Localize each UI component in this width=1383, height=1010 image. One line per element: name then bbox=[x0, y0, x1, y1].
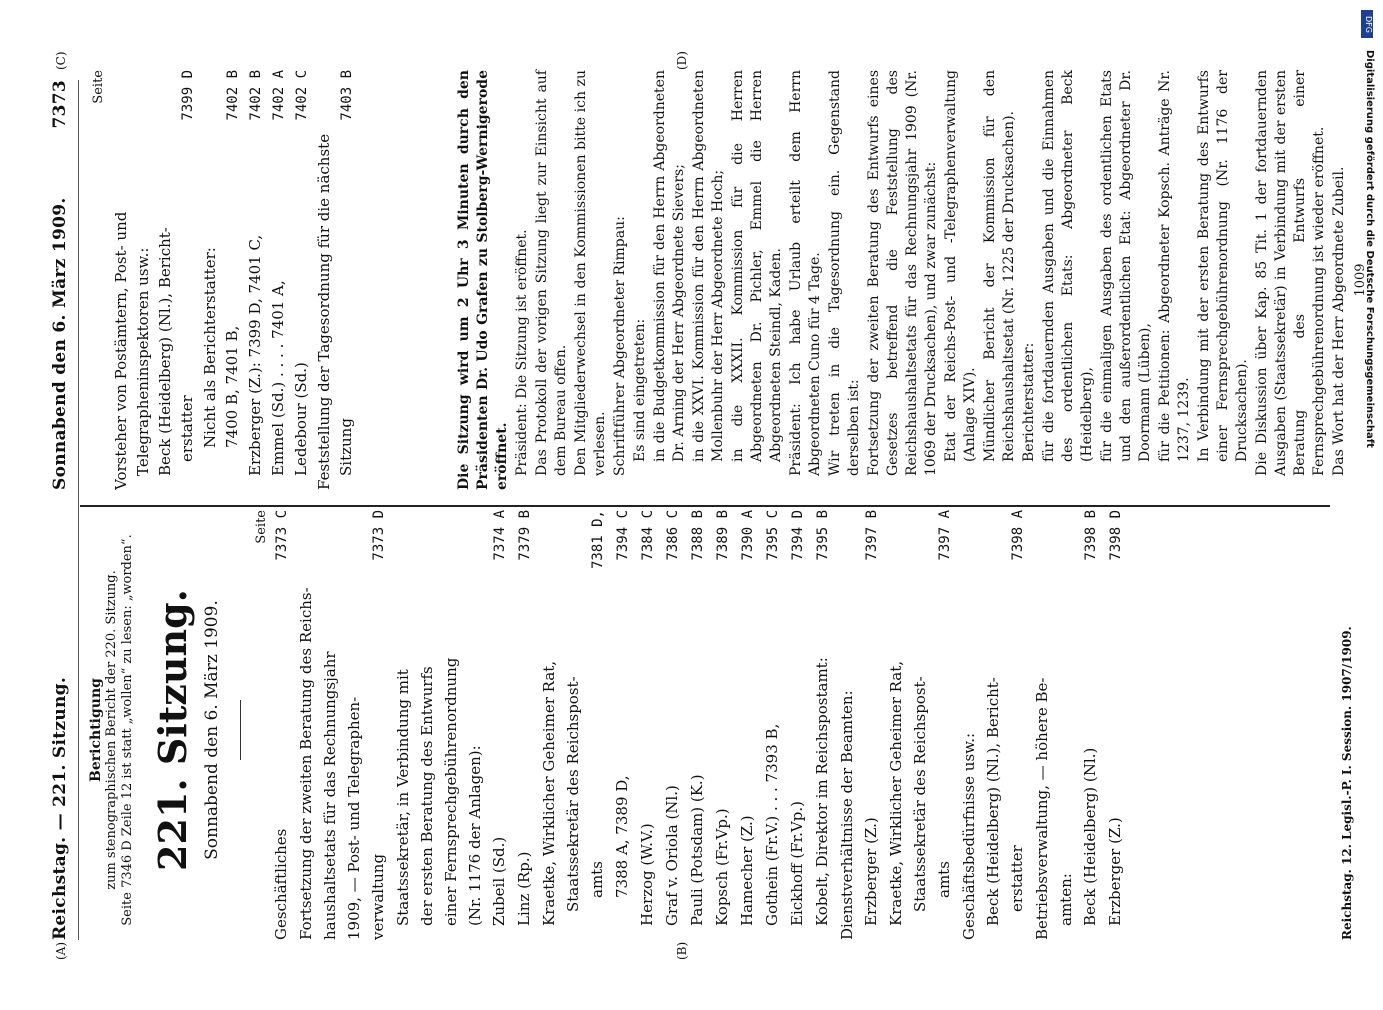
toc-entry-page: 7384 C bbox=[640, 510, 656, 561]
toc-entry-page: 7398 B bbox=[1083, 510, 1099, 561]
session-date: Sonnabend den 6. März 1909. bbox=[202, 600, 222, 860]
toc-entry-label: Kraetke, Wirklicher Geheimer Rat, bbox=[540, 660, 558, 926]
toc-right-seite-label: Seite bbox=[91, 70, 106, 104]
session-title: 221. Sitzung. bbox=[150, 589, 195, 871]
correction-line-2: Seite 7346 D Zeile 12 ist statt „wollen“ zu lesen: „worden“. bbox=[120, 534, 135, 926]
toc-entry-label: erstatter bbox=[1008, 845, 1026, 912]
protocol-paragraph: Das Wort hat der Herr Abgeordnete Zubeil. bbox=[1331, 166, 1347, 476]
toc-entry bbox=[1054, 510, 1078, 940]
toc-entry-label: Vorsteher von Postämtern, Post- und bbox=[112, 211, 130, 490]
toc-entry bbox=[810, 510, 835, 940]
toc-entry-label: Emmel (Sd.) . . . . 7401 A, bbox=[269, 280, 287, 476]
toc-entry bbox=[176, 70, 199, 490]
toc-entry bbox=[1103, 510, 1128, 940]
toc-entry bbox=[512, 510, 537, 940]
protocol-body bbox=[455, 70, 1370, 490]
toc-entry-label: der ersten Beratung des Entwurfs bbox=[418, 666, 436, 926]
toc-entry bbox=[199, 70, 221, 490]
toc-entry bbox=[835, 510, 859, 940]
toc-entry-page: 7379 B bbox=[517, 510, 533, 561]
toc-entry bbox=[981, 510, 1005, 940]
toc-left-seite-label: Seite bbox=[254, 510, 269, 544]
dfg-sidebar bbox=[1359, 10, 1377, 990]
toc-entry-label: 1909, — Post- und Telegraphen- bbox=[345, 696, 363, 940]
toc-entry bbox=[221, 70, 244, 490]
protocol-paragraph: Wir treten in die Tagesordnung ein. Gegenstand derselben ist: bbox=[827, 70, 862, 476]
toc-entry-page: 7397 B bbox=[864, 510, 880, 561]
toc-entry-label: Linz (Rp.) bbox=[515, 851, 533, 926]
toc-entry-label: Erzberger (Z.): 7399 D, 7401 C, bbox=[246, 234, 264, 476]
toc-entry-page: 7389 B bbox=[715, 510, 731, 561]
toc-entry-label: amten: bbox=[1057, 873, 1075, 926]
protocol-paragraph: Etat der Reichs-Post- und -Telegraphenverwaltung (Anlage XIV). bbox=[943, 70, 978, 462]
toc-entry-page: 7388 B bbox=[690, 510, 706, 561]
toc-entry-label: Kopsch (Fr.Vp.) bbox=[713, 808, 731, 926]
toc-entry-page: 7395 B bbox=[815, 510, 831, 561]
toc-entry-page: 7402 A bbox=[271, 70, 287, 121]
digitization-note: Digitalisierung gefördert durch die Deutsche Forschungsgemeinschaft bbox=[1364, 50, 1375, 448]
protocol-paragraph: In Verbindung mit der ersten Beratung des Entwurfs einer Fernsprechgebührenordnung (Nr. 1176 der Drucksachen). bbox=[1196, 70, 1250, 462]
toc-entry bbox=[660, 510, 685, 940]
toc-entry bbox=[957, 510, 981, 940]
toc-entry bbox=[154, 70, 176, 490]
toc-entry bbox=[685, 510, 710, 940]
toc-entry bbox=[735, 510, 760, 940]
protocol-paragraph: Präsident: Ich habe Urlaub erteilt dem Herrn Abgeordneten Cuno für 4 Tage. bbox=[788, 70, 823, 476]
protocol-paragraph: Die Sitzung wird um 2 Uhr 3 Minuten durch den Präsidenten Dr. Udo Grafen zu Stolberg-Wernigerode eröffnet. bbox=[456, 70, 510, 490]
toc-entry-label: Hamecher (Z.) bbox=[738, 815, 756, 926]
toc-entry bbox=[290, 70, 313, 490]
toc-entry-label: haushaltsetats für das Rechnungsjahr bbox=[321, 651, 339, 940]
toc-entry bbox=[335, 70, 358, 490]
toc-entry bbox=[487, 510, 512, 940]
toc-entry-page: 7394 C bbox=[615, 510, 631, 561]
toc-entry-label: amts bbox=[588, 861, 606, 898]
toc-entry-label: 7388 A, 7389 D, bbox=[613, 775, 631, 898]
toc-entry-label: Staatssekretär des Reichspost- bbox=[911, 676, 929, 912]
toc-entry-page: 7399 D bbox=[180, 70, 196, 121]
toc-entry-label: Geschäftsbedürfnisse usw.: bbox=[960, 732, 978, 940]
toc-entry-label: erstatter bbox=[178, 395, 196, 462]
toc-entry-label: Gothein (Fr.V.) . . . 7393 B, bbox=[763, 723, 781, 926]
toc-entry-label: Herzog (W.V.) bbox=[638, 823, 656, 926]
protocol-paragraph: Fortsetzung der zweiten Beratung des Entwurfs eines Gesetzes betreffend die Feststellung des Reichshaushaltsetats für das Rechnungsjahr 1909 (Nr. 1069 der Drucksachen), und zwar zunächst: bbox=[866, 70, 939, 476]
toc-entry bbox=[1078, 510, 1103, 940]
toc-entry-label: Fortsetzung der zweiten Beratung des Reichs- bbox=[297, 587, 315, 940]
footer-left: Reichstag. 12. Legisl.-P. I. Session. 1907/1909. bbox=[1340, 626, 1354, 940]
toc-entry bbox=[908, 510, 932, 940]
correction-title: Berichtigung bbox=[88, 678, 104, 782]
protocol-paragraph: Die Diskussion über Kap. 85 Tit. 1 der fortdauernden Ausgaben (Staatssekretär) in Verbindung mit der ersten Beratung des Entwurfs einer Fernsprechgebührenordnung ist wieder eröffnet. bbox=[1254, 70, 1327, 476]
toc-entry-label: Beck (Heidelberg) (Nl.), Bericht- bbox=[984, 677, 1002, 926]
toc-left bbox=[255, 510, 1128, 940]
toc-entry bbox=[561, 510, 585, 940]
page-bottom-number: 1009 bbox=[1353, 263, 1368, 297]
toc-entry-label: Staatssekretär, in Verbindung mit bbox=[394, 669, 412, 926]
protocol-paragraphs bbox=[455, 70, 1349, 490]
toc-entry-page: 7398 D bbox=[1108, 510, 1124, 561]
toc-entry-label: Staatssekretär des Reichspost- bbox=[564, 676, 582, 912]
toc-entry bbox=[884, 510, 908, 940]
page-number: 7373 bbox=[50, 80, 70, 129]
protocol-paragraph: Mündlicher Bericht der Kommission für den Reichshaushaltsetat (Nr. 1225 der Drucksachen). bbox=[982, 70, 1017, 462]
toc-entry-label: Graf v. Oriola (Nl.) bbox=[663, 785, 681, 926]
header-right bbox=[50, 80, 70, 490]
toc-entry bbox=[635, 510, 660, 940]
toc-entry bbox=[1005, 510, 1030, 940]
toc-entry-label: Betriebsverwaltung, — höhere Be- bbox=[1033, 677, 1051, 940]
protocol-paragraph: Schriftführer Abgeordneter Rimpau: bbox=[612, 216, 628, 476]
toc-entry bbox=[366, 510, 391, 940]
toc-entry-label: Erzberger (Z.) bbox=[1106, 817, 1124, 926]
toc-entry bbox=[585, 510, 610, 940]
toc-entry bbox=[1030, 510, 1054, 940]
toc-entry bbox=[267, 70, 290, 490]
toc-entry-label: Dienstverhältnisse der Beamten: bbox=[838, 690, 856, 940]
toc-entry bbox=[932, 510, 957, 940]
toc-entry-label: verwaltung bbox=[369, 853, 387, 940]
toc-entry-page: 7403 B bbox=[339, 70, 355, 121]
toc-entry-page: 7402 C bbox=[294, 70, 310, 121]
protocol-paragraph: Den Mitgliederwechsel in den Kommissionen bitte ich zu verlesen. bbox=[573, 70, 608, 476]
toc-entry-page: 7398 A bbox=[1010, 510, 1026, 561]
toc-entry-label: Pauli (Potsdam) (K.) bbox=[688, 774, 706, 926]
toc-entry-label: Zubeil (Sd.) bbox=[490, 836, 508, 926]
toc-entry bbox=[318, 510, 342, 940]
toc-entry-label: Feststellung der Tagesordnung für die nächste bbox=[315, 133, 333, 490]
toc-entry bbox=[313, 70, 335, 490]
dfg-logo: DFG bbox=[1361, 10, 1373, 38]
toc-entry-label: Sitzung bbox=[337, 418, 355, 476]
protocol-paragraph: für die Petitionen: Abgeordneter Kopsch. Anträge Nr. 1237, 1239. bbox=[1157, 70, 1192, 462]
header-right-title: Sonnabend den 6. März 1909. bbox=[50, 197, 70, 490]
toc-entry-label: Geschäftliches bbox=[272, 828, 290, 940]
correction-line-1: zum stenographischen Bericht der 220. Sitzung. bbox=[104, 570, 119, 890]
header-rule bbox=[78, 80, 79, 940]
toc-entry bbox=[710, 510, 735, 940]
toc-entry bbox=[342, 510, 366, 940]
toc-entry-label: Beck (Heidelberg) (Nl.), Bericht- bbox=[156, 227, 174, 476]
title-rule bbox=[240, 700, 241, 760]
marker-b: (B) bbox=[675, 941, 689, 960]
toc-entry-label: 7400 B, 7401 B, bbox=[223, 325, 241, 448]
toc-entry bbox=[391, 510, 415, 940]
toc-entry bbox=[537, 510, 561, 940]
toc-entry-page: 7390 A bbox=[740, 510, 756, 561]
toc-entry bbox=[463, 510, 487, 940]
toc-right-rows bbox=[110, 70, 358, 490]
toc-entry-label: Nicht als Berichterstatter: bbox=[201, 247, 219, 448]
rotated-page bbox=[40, 51, 1380, 960]
toc-entry-page: 7397 A bbox=[937, 510, 953, 561]
toc-entry-label: einer Fernsprechgebührenordnung bbox=[442, 657, 460, 926]
toc-entry-page: 7381 D, bbox=[590, 510, 606, 570]
toc-entry-page: 7373 D bbox=[371, 510, 387, 561]
toc-entry-label: Ledebour (Sd.) bbox=[292, 362, 310, 476]
toc-entry bbox=[610, 510, 635, 940]
toc-entry-label: Beck (Heidelberg) (Nl.) bbox=[1081, 747, 1099, 926]
column-divider bbox=[80, 505, 1330, 507]
protocol-paragraph: in die Budgetkommission für den Herrn Abgeordneten Dr. Arning der Herr Abgeordnete Sievers; bbox=[652, 70, 687, 462]
toc-entry bbox=[294, 510, 318, 940]
protocol-paragraph: in die XXVI. Kommission für den Herrn Abgeordneten Mollenbuhr der Herr Abgeordnete Hoch; bbox=[691, 70, 726, 462]
toc-entry bbox=[859, 510, 884, 940]
toc-entry bbox=[785, 510, 810, 940]
toc-entry-page: 7374 A bbox=[492, 510, 508, 561]
toc-entry-label: Kobelt, Direktor im Reichspostamt: bbox=[813, 657, 831, 926]
toc-entry-label: Kraetke, Wirklicher Geheimer Rat, bbox=[887, 660, 905, 926]
toc-entry bbox=[269, 510, 294, 940]
toc-entry bbox=[760, 510, 785, 940]
toc-entry-label: Telegrapheninspektoren usw.: bbox=[134, 247, 152, 476]
toc-entry bbox=[110, 70, 132, 490]
toc-entry bbox=[132, 70, 154, 490]
header-left: Reichstag. — 221. Sitzung. bbox=[50, 676, 70, 940]
protocol-paragraph: für die einmaligen Ausgaben des ordentlichen Etats und den außerordentlichen Etat: Abgeordneter Dr. Doormann (Lüben), bbox=[1099, 70, 1153, 462]
toc-entry-page: 7394 D bbox=[790, 510, 806, 561]
toc-entry bbox=[415, 510, 439, 940]
protocol-paragraph: Es sind eingetreten: bbox=[632, 318, 648, 462]
toc-entry-label: Eickhoff (Fr.Vp.) bbox=[788, 801, 806, 926]
protocol-paragraph: Das Protokoll der vorigen Sitzung liegt zur Einsicht auf dem Bureau offen. bbox=[534, 70, 569, 476]
protocol-paragraph: Berichterstatter: bbox=[1021, 342, 1037, 462]
marker-d: (D) bbox=[675, 51, 689, 70]
protocol-paragraph: in die XXXII. Kommission für die Herren Abgeordneten Dr. Pichler, Emmel die Herren Abgeordneten Steindl, Kaden. bbox=[730, 70, 784, 462]
toc-right bbox=[88, 70, 358, 490]
protocol-paragraph: Präsident: Die Sitzung ist eröffnet. bbox=[514, 229, 530, 476]
protocol-paragraph: für die fortdauernden Ausgaben und die Einnahmen des ordentlichen Etats: Abgeordneter Beck (Heidelberg), bbox=[1041, 70, 1095, 462]
toc-entry-page: 7402 B bbox=[248, 70, 264, 121]
toc-entry-label: Erzberger (Z.) bbox=[862, 817, 880, 926]
marker-c: (C) bbox=[54, 51, 68, 70]
toc-entry bbox=[244, 70, 267, 490]
toc-left-rows bbox=[269, 510, 1128, 940]
toc-entry-label: amts bbox=[935, 861, 953, 898]
correction-note bbox=[88, 520, 136, 940]
toc-entry-page: 7402 B bbox=[225, 70, 241, 121]
toc-entry bbox=[439, 510, 463, 940]
toc-entry-page: 7373 C bbox=[274, 510, 290, 561]
toc-entry-label: (Nr. 1176 der Anlagen): bbox=[466, 745, 484, 926]
toc-entry-page: 7386 C bbox=[665, 510, 681, 561]
marker-a: (A) bbox=[54, 941, 68, 960]
toc-entry-page: 7395 C bbox=[765, 510, 781, 561]
